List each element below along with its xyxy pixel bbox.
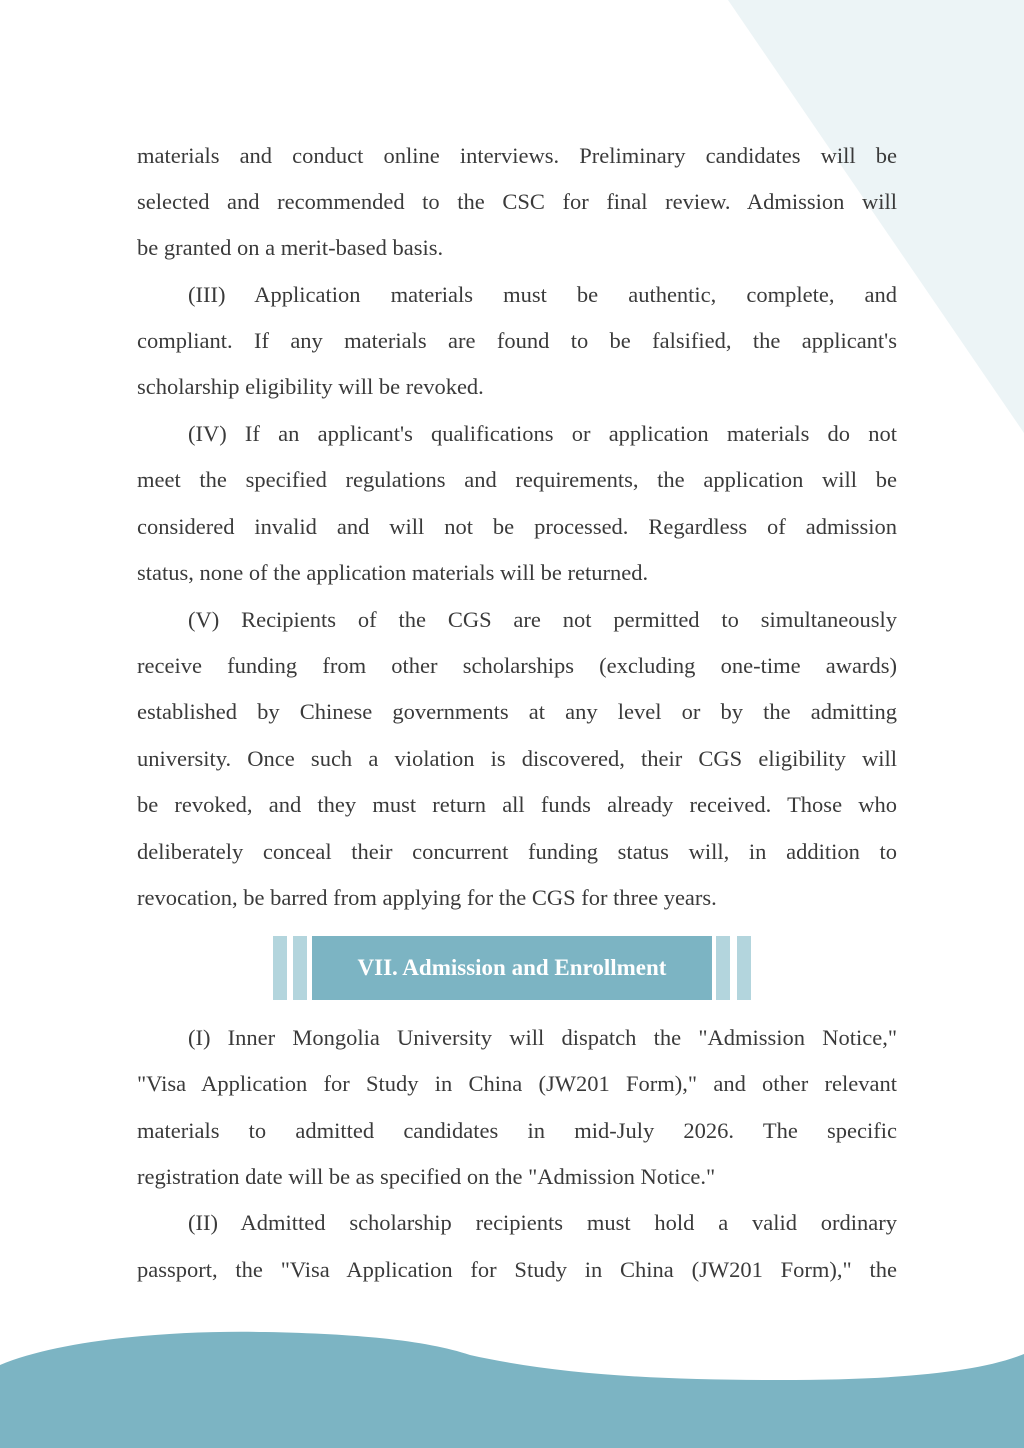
paragraph-line: (I) Inner Mongolia University will dispatch the "Admission Notice," [188, 1025, 897, 1050]
paragraph-line: receive funding from other scholarships (excluding one-time awards) [137, 653, 897, 678]
paragraph-line: (II) Admitted scholarship recipients must hold a valid ordinary [188, 1210, 897, 1235]
paragraph-line: deliberately conceal their concurrent funding status will, in addition to [137, 839, 897, 864]
paragraph-line: (V) Recipients of the CGS are not permitted to simultaneously [188, 607, 897, 632]
paragraph-line: "Visa Application for Study in China (JW201 Form)," and other relevant [137, 1071, 897, 1096]
banner-right-bar-inner [716, 936, 730, 1000]
banner-right-bar-outer [737, 936, 751, 1000]
paragraph-line: status, none of the application materials will be returned. [137, 560, 649, 585]
paragraph-line: be granted on a merit-based basis. [137, 235, 444, 260]
paragraph-line: materials and conduct online interviews. Preliminary candidates will be [137, 143, 897, 168]
paragraph-line: considered invalid and will not be processed. Regardless of admission [137, 514, 897, 539]
paragraph-line: (III) Application materials must be authentic, complete, and [188, 282, 897, 307]
paragraph-line: established by Chinese governments at any level or by the admitting [137, 699, 897, 724]
paragraph-line: registration date will be as specified on the "Admission Notice." [137, 1164, 716, 1189]
paragraph-line: compliant. If any materials are found to be falsified, the applicant's [137, 328, 897, 353]
paragraph-line: meet the specified regulations and requirements, the application will be [137, 467, 897, 492]
paragraph-line: be revoked, and they must return all funds already received. Those who [137, 792, 897, 817]
paragraph-line: selected and recommended to the CSC for final review. Admission will [137, 189, 897, 214]
paragraph-line: scholarship eligibility will be revoked. [137, 374, 484, 399]
section-heading: VII. Admission and Enrollment [312, 936, 712, 1000]
bottom-wave-decoration [0, 1332, 1024, 1448]
paragraph-line: university. Once such a violation is discovered, their CGS eligibility will [137, 746, 897, 771]
paragraph-line: revocation, be barred from applying for the CGS for three years. [137, 885, 717, 910]
paragraph-line: passport, the "Visa Application for Study in China (JW201 Form)," the [137, 1257, 897, 1282]
paragraph-line: (IV) If an applicant's qualifications or application materials do not [188, 421, 897, 446]
banner-left-bar-outer [273, 936, 287, 1000]
paragraph-line: materials to admitted candidates in mid-July 2026. The specific [137, 1118, 897, 1143]
banner-left-bar-inner [293, 936, 307, 1000]
